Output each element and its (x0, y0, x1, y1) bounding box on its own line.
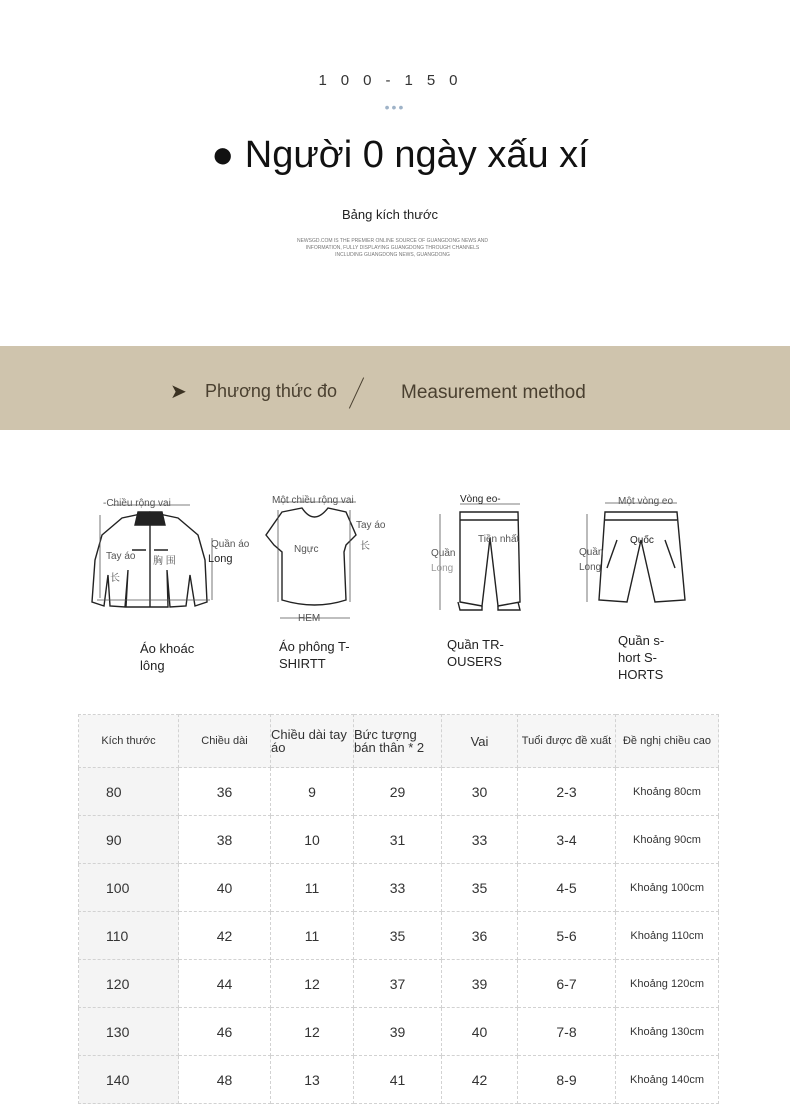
shorts-label-waist: Một vòng eo (618, 496, 674, 507)
coat-icon (0, 490, 260, 680)
trousers-label-pants: Quần (431, 548, 456, 559)
coat-label-sleeve-cn: 长 (110, 573, 120, 584)
size-range: 100-150 (318, 72, 472, 89)
table-cell: 130 (79, 1008, 179, 1056)
table-cell: 39 (354, 1008, 442, 1056)
table-cell: 140 (79, 1056, 179, 1104)
table-row (79, 1056, 719, 1104)
garment-tshirt (260, 490, 400, 680)
trousers-name: Quần TR-OUSERS (447, 637, 504, 669)
fine-print: NEWSGD.COM IS THE PREMIER ONLINE SOURCE OF GUANGDONG NEWS AND INFORMATION, FULLY DISPLAYING GUANGDONG THROUGH CHANNELS INCLUDING GUANGDONG NEWS, GUANGDONG (296, 238, 489, 258)
table-row (79, 816, 719, 864)
size-table (78, 714, 719, 1104)
table-row (79, 768, 719, 816)
measurement-band (0, 346, 790, 430)
table-cell: 35 (354, 912, 442, 960)
coat-label-shoulder: -Chiều rộng vai (103, 498, 171, 509)
coat-label-clothes: Quần áo (211, 539, 250, 550)
table-cell: Khoảng 100cm (616, 864, 719, 912)
table-cell: 33 (442, 816, 518, 864)
garment-trousers (430, 490, 570, 680)
table-cell: 110 (79, 912, 179, 960)
table-cell: 9 (271, 768, 354, 816)
tshirt-name: Áo phông T-SHIRTT (279, 639, 350, 671)
table-cell: 3-4 (518, 816, 616, 864)
table-cell: 2-3 (518, 768, 616, 816)
band-label-en: Measurement method (401, 382, 586, 403)
shorts-label-long: Long (579, 562, 602, 573)
table-row (79, 1008, 719, 1056)
garment-coat (0, 490, 260, 680)
table-cell: 33 (354, 864, 442, 912)
table-header: Đề nghị chiều cao (616, 715, 719, 768)
trousers-label-rise: Tiền nhất (478, 534, 520, 545)
shorts-label-pants: Quần (579, 547, 604, 558)
page-title: ● Người 0 ngày xấu xí (211, 134, 589, 176)
table-cell: 37 (354, 960, 442, 1008)
coat-label-sleeve: Tay áo (106, 551, 136, 562)
table-cell: 40 (442, 1008, 518, 1056)
shorts-name: Quần s-hort S-HORTS (618, 633, 665, 682)
band-label-vn: Phương thức đo (205, 381, 337, 401)
tshirt-label-sleeve-cn: 长 (360, 541, 370, 552)
tshirt-label-shoulder: Một chiều rộng vai (272, 495, 354, 506)
table-row (79, 960, 719, 1008)
table-cell: 11 (271, 864, 354, 912)
table-cell: 4-5 (518, 864, 616, 912)
table-header: Chiều dài tay áo (271, 715, 354, 768)
table-header: Tuổi được đề xuất (518, 715, 616, 768)
table-header: Bức tượng bán thân * 2 (354, 715, 442, 768)
coat-name: Áo khoác lông (140, 641, 195, 673)
garment-shorts (575, 490, 715, 680)
table-cell: 7-8 (518, 1008, 616, 1056)
table-cell: 44 (179, 960, 271, 1008)
table-cell: Khoảng 80cm (616, 768, 719, 816)
table-cell: 41 (354, 1056, 442, 1104)
table-cell: 40 (179, 864, 271, 912)
arrow-icon: ➤ (170, 381, 187, 403)
table-cell: 80 (79, 768, 179, 816)
tshirt-label-sleeve: Tay áo (356, 520, 386, 531)
table-cell: 36 (442, 912, 518, 960)
table-cell: 29 (354, 768, 442, 816)
table-cell: 12 (271, 1008, 354, 1056)
table-cell: 90 (79, 816, 179, 864)
table-cell: 11 (271, 912, 354, 960)
table-cell: 42 (442, 1056, 518, 1104)
table-cell: 6-7 (518, 960, 616, 1008)
table-cell: 8-9 (518, 1056, 616, 1104)
tshirt-label-chest: Ngực (294, 544, 319, 555)
tshirt-label-hem: HEM (298, 613, 321, 624)
table-cell: Khoảng 130cm (616, 1008, 719, 1056)
table-cell: 12 (271, 960, 354, 1008)
table-cell: 30 (442, 768, 518, 816)
table-cell: 13 (271, 1056, 354, 1104)
table-cell: 48 (179, 1056, 271, 1104)
table-cell: 31 (354, 816, 442, 864)
slash-divider (349, 377, 364, 408)
table-cell: 38 (179, 816, 271, 864)
table-row (79, 864, 719, 912)
coat-label-long: Long (208, 553, 233, 565)
table-cell: Khoảng 140cm (616, 1056, 719, 1104)
shorts-label-rise: Quốc (630, 535, 654, 546)
table-cell: 42 (179, 912, 271, 960)
table-header: Vai (442, 715, 518, 768)
table-cell: 100 (79, 864, 179, 912)
table-cell: 5-6 (518, 912, 616, 960)
coat-label-chest: 胸 围 (153, 556, 176, 567)
trousers-label-waist: Vòng eo- (460, 494, 501, 505)
table-cell: 35 (442, 864, 518, 912)
table-header: Chiều dài (179, 715, 271, 768)
page-subtitle: Bảng kích thước (342, 207, 438, 222)
table-cell: Khoảng 120cm (616, 960, 719, 1008)
table-cell: Khoảng 110cm (616, 912, 719, 960)
table-row (79, 912, 719, 960)
table-cell: 36 (179, 768, 271, 816)
table-cell: Khoảng 90cm (616, 816, 719, 864)
table-cell: 46 (179, 1008, 271, 1056)
table-header: Kích thước (79, 715, 179, 768)
trousers-label-long: Long (431, 563, 454, 574)
table-cell: 10 (271, 816, 354, 864)
table-cell: 120 (79, 960, 179, 1008)
table-cell: 39 (442, 960, 518, 1008)
table-header-row (79, 715, 719, 768)
dots-decoration: ••• (384, 99, 406, 115)
